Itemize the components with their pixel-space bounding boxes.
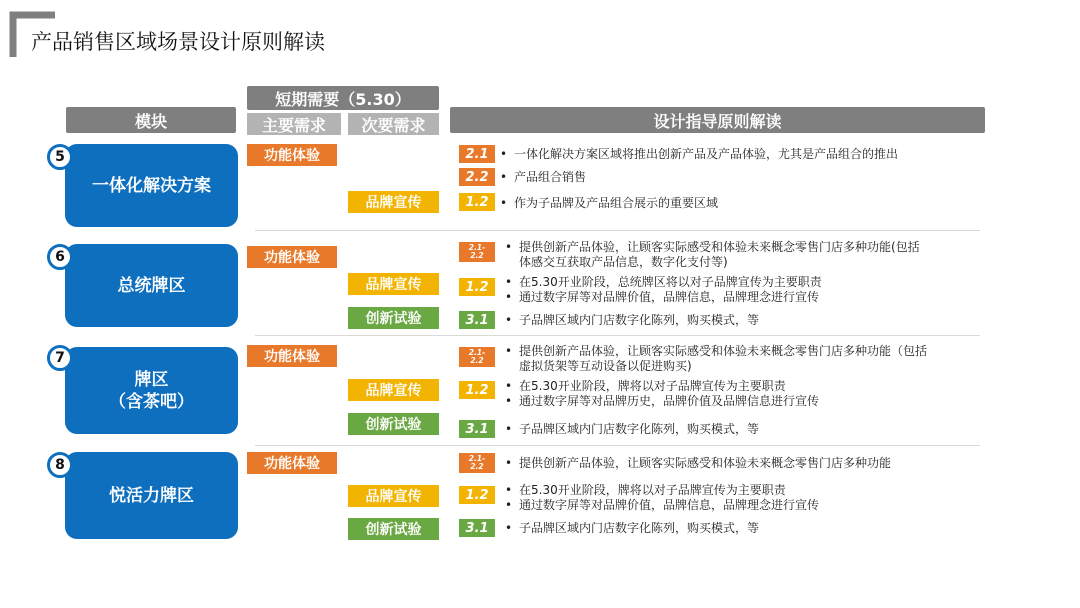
module-card <box>65 144 238 227</box>
principle-code: 1.2 <box>459 278 495 296</box>
primary-tag: 功能体验 <box>247 246 337 268</box>
module-name: 悦活力牌区 <box>109 485 194 506</box>
module-card <box>65 347 238 434</box>
module-card <box>65 452 238 539</box>
secondary-tag: 品牌宣传 <box>348 379 439 401</box>
header-module: 模块 <box>66 107 236 133</box>
principle-text: • 子品牌区域内门店数字化陈列，购买模式，等 <box>505 422 760 436</box>
row-divider <box>255 335 980 336</box>
module-number: 7 <box>47 345 73 371</box>
principle-text: • 提供创新产品体验，让顾客实际感受和体验未来概念零售门店多种功能 <box>505 456 892 470</box>
principle-code: 2.1 <box>459 145 495 163</box>
principle-code: 2.1- 2.2 <box>459 242 495 262</box>
module-number: 6 <box>47 244 73 270</box>
principle-text: • 在5.30开业阶段，牌将以对子品牌宣传为主要职责 • 通过数字屏等对品牌价值，品牌信息，品牌理念进行宣传 <box>505 483 820 512</box>
page-title: 产品销售区域场景设计原则解读 <box>31 30 325 54</box>
principle-code: 3.1 <box>459 311 495 329</box>
principle-code: 1.2 <box>459 381 495 399</box>
principle-code: 2.1- 2.2 <box>459 347 495 367</box>
principle-text: • 一体化解决方案区域将推出创新产品及产品体验，尤其是产品组合的推出 <box>500 147 899 161</box>
primary-tag: 功能体验 <box>247 345 337 367</box>
principle-text: • 子品牌区域内门店数字化陈列，购买模式，等 <box>505 521 760 535</box>
principle-code: 1.2 <box>459 193 495 211</box>
secondary-tag: 品牌宣传 <box>348 273 439 295</box>
principle-text: • 在5.30开业阶段，牌将以对子品牌宣传为主要职责 • 通过数字屏等对品牌历史，品牌价值及品牌信息进行宣传 <box>505 379 820 408</box>
principle-code: 2.1- 2.2 <box>459 453 495 473</box>
principle-text: • 提供创新产品体验，让顾客实际感受和体验未来概念零售门店多种功能(包括 体感交互获取产品信息，数字化支付等) <box>505 240 920 269</box>
header-guide: 设计指导原则解读 <box>450 107 985 133</box>
principle-code: 1.2 <box>459 486 495 504</box>
principle-code: 2.2 <box>459 168 495 186</box>
principle-text: • 在5.30开业阶段，总统牌区将以对子品牌宣传为主要职责 • 通过数字屏等对品牌价值，品牌信息，品牌理念进行宣传 <box>505 275 822 304</box>
row-divider <box>255 230 980 231</box>
tertiary-tag: 创新试验 <box>348 413 439 435</box>
principle-code: 3.1 <box>459 519 495 537</box>
secondary-tag: 品牌宣传 <box>348 485 439 507</box>
principle-code: 3.1 <box>459 420 495 438</box>
header-secondary: 次要需求 <box>348 113 439 135</box>
primary-tag: 功能体验 <box>247 452 337 474</box>
module-name: 总统牌区 <box>117 275 186 296</box>
row-divider <box>255 445 980 446</box>
module-name: 一体化解决方案 <box>92 175 211 196</box>
secondary-tag: 品牌宣传 <box>348 191 439 213</box>
principle-text: • 产品组合销售 <box>500 170 587 184</box>
module-name: 牌区 <box>134 369 169 390</box>
primary-tag: 功能体验 <box>247 144 337 166</box>
module-card <box>65 244 238 327</box>
principle-text: • 提供创新产品体验，让顾客实际感受和体验未来概念零售门店多种功能（包括 虚拟货架等互动设备以促进购买) <box>505 344 928 373</box>
principle-text: • 作为子品牌及产品组合展示的重要区域 <box>500 196 719 210</box>
tertiary-tag: 创新试验 <box>348 307 439 329</box>
principle-text: • 子品牌区域内门店数字化陈列，购买模式，等 <box>505 313 760 327</box>
module-number: 8 <box>47 452 73 478</box>
module-subname: （含茶吧） <box>109 391 194 412</box>
header-short-term: 短期需要（5.30） <box>247 86 439 110</box>
tertiary-tag: 创新试验 <box>348 518 439 540</box>
header-primary: 主要需求 <box>247 113 341 135</box>
module-number: 5 <box>47 144 73 170</box>
